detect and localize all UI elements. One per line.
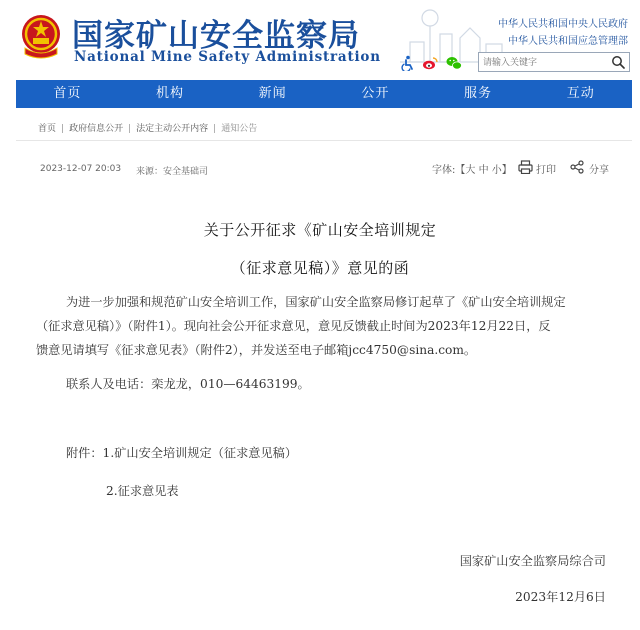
signature: 国家矿山安全监察局综合司: [459, 554, 606, 568]
nav-item-interaction[interactable]: 互动: [566, 86, 595, 101]
contact-info: 联系人及电话：栾龙龙，010—64463199。: [66, 377, 310, 391]
share-button[interactable]: 分享: [589, 165, 609, 176]
print-button[interactable]: 打印: [536, 165, 556, 176]
font-size-label: 字体:【: [432, 165, 466, 176]
breadcrumb-separator: |: [213, 124, 217, 134]
breadcrumb-divider: [16, 140, 632, 141]
body-paragraph-line: 馈意见请填写《征求意见表》（附件2），并发送至电子邮箱jcc4750@sina.com。: [36, 343, 477, 357]
nav-item-service[interactable]: 服务: [464, 86, 493, 101]
breadcrumb-gov-info[interactable]: 政府信息公开: [69, 124, 124, 134]
signature-date: 2023年12月6日: [515, 590, 606, 604]
breadcrumb-home[interactable]: 首页: [38, 124, 57, 134]
attachment-2[interactable]: 2.征求意见表: [106, 484, 179, 498]
search-icon[interactable]: [611, 55, 625, 69]
share-icon[interactable]: [570, 160, 584, 174]
breadcrumb: [38, 121, 257, 134]
article-title-line2: （征求意见稿）》意见的函: [230, 259, 410, 277]
attachment-1[interactable]: 附件：1.矿山安全培训规定（征求意见稿）: [66, 446, 298, 460]
weibo-icon[interactable]: [422, 55, 438, 71]
print-icon[interactable]: [518, 160, 533, 174]
font-size-small-button[interactable]: 小: [491, 165, 502, 176]
publish-datetime: 2023-12-07 20:03: [40, 164, 122, 174]
accessibility-icon[interactable]: [400, 55, 416, 71]
nav-item-public[interactable]: 公开: [361, 86, 390, 101]
article-title-line1: 关于公开征求《矿山安全培训规定: [203, 221, 437, 239]
font-size-close: 】: [501, 165, 512, 176]
breadcrumb-separator: |: [61, 124, 65, 134]
article-source: 来源：安全基础司: [136, 167, 209, 177]
body-paragraph-line: （征求意见稿）》（附件1）。现向社会公开征求意见，意见反馈截止时间为2023年12月22日，反: [36, 319, 551, 333]
gov-central-link[interactable]: 中华人民共和国中央人民政府: [498, 19, 628, 30]
site-title-en[interactable]: National Mine Safety Administration: [74, 49, 381, 65]
font-size-large-button[interactable]: 大: [465, 165, 476, 176]
nav-item-home[interactable]: 首页: [53, 86, 82, 101]
wechat-icon[interactable]: [446, 55, 462, 71]
search-box: [478, 52, 630, 72]
breadcrumb-separator: |: [128, 124, 132, 134]
font-size-control: [432, 161, 512, 176]
national-emblem-icon[interactable]: [20, 12, 62, 60]
breadcrumb-statutory[interactable]: 法定主动公开内容: [136, 124, 209, 134]
main-nav: [16, 80, 632, 108]
nav-item-news[interactable]: 新闻: [258, 86, 287, 101]
breadcrumb-notices[interactable]: 通知公告: [221, 124, 258, 134]
nav-item-organization[interactable]: 机构: [156, 86, 185, 101]
body-paragraph-line: 为进一步加强和规范矿山安全培训工作，国家矿山安全监察局修订起草了《矿山安全培训规定: [66, 295, 566, 309]
search-input[interactable]: [483, 55, 603, 70]
site-header: [0, 0, 640, 76]
emergency-ministry-link[interactable]: 中华人民共和国应急管理部: [508, 36, 628, 47]
site-title-cn[interactable]: 国家矿山安全监察局: [72, 18, 360, 54]
font-size-medium-button[interactable]: 中: [478, 165, 489, 176]
